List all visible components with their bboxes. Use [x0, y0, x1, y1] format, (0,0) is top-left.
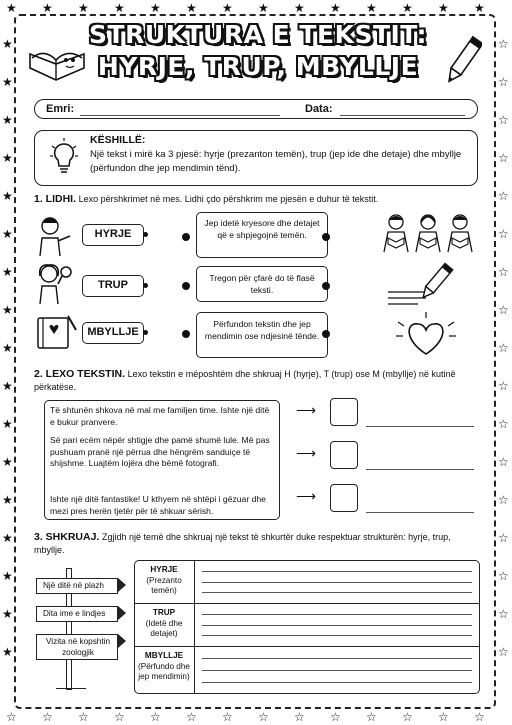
writing-line[interactable] [202, 635, 472, 636]
star-icon: ☆ [330, 710, 341, 724]
answer-box[interactable] [330, 398, 358, 426]
paragraph-2: Së pari ecëm nëpër shtigje dhe pamë shumë lule. Më pas pushuam pranë një përrua dhe hëngrëm sanduiçe të shijshme. Luajtëm lojëra dhe bëmë fotografi. [50, 435, 270, 468]
writing-line[interactable] [202, 614, 472, 615]
name-date-bar [34, 99, 478, 119]
star-icon: ☆ [366, 710, 377, 724]
star-icon: ★ [2, 303, 13, 317]
kids-reading-icon [380, 212, 476, 256]
star-icon: ☆ [294, 710, 305, 724]
row-hint: (Prezanto temën) [146, 575, 182, 595]
date-field[interactable] [340, 115, 465, 116]
topic-sign-3[interactable]: Vizita në kopshtin zoologjik [36, 634, 118, 660]
star-icon: ☆ [498, 303, 509, 317]
table-row-label-trup [136, 608, 192, 640]
row-hint: (Idetë dhe detajet) [145, 618, 183, 638]
paragraph-3: Ishte një ditë fantastike! U kthyem në shtëpi i gëzuar dhe mezi pres herën tjetër për të shkuar sërish. [50, 494, 266, 516]
star-icon: ★ [294, 1, 305, 15]
answer-line[interactable] [366, 512, 474, 513]
star-icon: ★ [402, 1, 413, 15]
star-icon: ★ [2, 645, 13, 659]
star-icon: ☆ [498, 379, 509, 393]
signpost-ground [56, 688, 86, 693]
date-label: Data: [305, 103, 333, 115]
star-icon: ☆ [438, 710, 449, 724]
row-label: TRUP [152, 608, 176, 617]
star-icon: ☆ [78, 710, 89, 724]
section3-heading [34, 531, 478, 557]
star-icon: ★ [2, 113, 13, 127]
star-icon: ☆ [6, 710, 17, 724]
lightbulb-icon [50, 138, 78, 178]
table-row-label-hyrje [136, 565, 192, 597]
star-icon: ★ [258, 1, 269, 15]
answer-box[interactable] [330, 484, 358, 512]
star-icon: ☆ [498, 113, 509, 127]
title-line-2: HYRJE, TRUP, MBYLLJE [97, 52, 419, 81]
writing-line[interactable] [202, 682, 472, 683]
star-icon: ☆ [42, 710, 53, 724]
star-icon: ☆ [402, 710, 413, 724]
title-line-1: STRUKTURA E TEKSTIT: [89, 20, 427, 49]
star-icon: ☆ [498, 37, 509, 51]
writing-line[interactable] [202, 658, 472, 659]
section2-instruction: Lexo tekstin e mëposhtëm dhe shkruaj H (hyrje), T (trup) ose M (mbyllje) në kutinë përkatëse. [34, 369, 456, 392]
star-icon: ★ [150, 1, 161, 15]
description-3: Përfundon tekstin dhe jep mendimin ose ndjesinë tënde. [196, 312, 328, 358]
star-icon: ★ [186, 1, 197, 15]
match-dot[interactable] [322, 233, 330, 241]
name-field[interactable] [80, 115, 280, 116]
section3-instruction: Zgjidh një temë dhe shkruaj një tekst të shkurtër duke respektuar strukturën: hyrje, trup, mbyllje. [34, 532, 451, 555]
star-icon: ☆ [114, 710, 125, 724]
answer-line[interactable] [366, 469, 474, 470]
star-icon: ☆ [498, 151, 509, 165]
part-hyrje[interactable]: HYRJE [82, 224, 144, 246]
star-icon: ☆ [258, 710, 269, 724]
section1-instruction: Lexo përshkrimet në mes. Lidhi çdo përshkrim me pjesën e duhur të tekstit. [78, 194, 379, 204]
name-label: Emri: [46, 103, 75, 115]
star-icon: ★ [78, 1, 89, 15]
row-label: MBYLLJE [144, 651, 184, 660]
tip-heading: KËSHILLË: [90, 134, 146, 146]
star-icon: ☆ [222, 710, 233, 724]
star-icon: ★ [2, 607, 13, 621]
star-icon: ☆ [498, 455, 509, 469]
star-icon: ★ [222, 1, 233, 15]
star-icon: ☆ [498, 227, 509, 241]
arrow-right-icon: ⟶ [296, 445, 317, 461]
tip-text: Një tekst i mirë ka 3 pjesë: hyrje (prezanton temën), trup (jep ide dhe detaje) dhe mbyllje (përfundon dhe jep mendimin tënd). [90, 149, 462, 174]
star-icon: ★ [474, 1, 485, 15]
star-icon: ☆ [498, 417, 509, 431]
description-2: Tregon për çfarë do të flasë teksti. [196, 266, 328, 302]
star-icon: ★ [2, 493, 13, 507]
star-icon: ★ [2, 569, 13, 583]
writing-line[interactable] [202, 571, 472, 572]
arrow-right-icon: ⟶ [296, 488, 317, 504]
book-icon [26, 40, 88, 90]
topic-sign-2[interactable]: Dita ime e lindjes [36, 606, 118, 622]
star-icon: ★ [2, 417, 13, 431]
arrow-right-icon: ⟶ [296, 402, 317, 418]
match-dot[interactable] [322, 330, 330, 338]
star-icon: ☆ [498, 265, 509, 279]
writing-line[interactable] [202, 592, 472, 593]
star-icon: ☆ [498, 569, 509, 583]
star-icon: ★ [2, 455, 13, 469]
star-icon: ★ [2, 265, 13, 279]
star-icon: ☆ [474, 710, 485, 724]
description-1: Jep idetë kryesore dhe detajet që e shpjegojnë temën. [196, 212, 328, 258]
paragraph-1: Të shtunën shkova në mal me familjen time. Ishte një ditë e bukur pranvere. [50, 405, 270, 427]
star-icon: ★ [6, 1, 17, 15]
part-trup[interactable]: TRUP [82, 275, 144, 297]
match-dot[interactable] [182, 282, 190, 290]
star-icon: ★ [366, 1, 377, 15]
star-icon: ☆ [498, 645, 509, 659]
row-hint: (Përfundo dhe jep mendimin) [138, 661, 190, 681]
match-dot[interactable] [182, 233, 190, 241]
row-label: HYRJE [150, 565, 178, 574]
writing-line[interactable] [202, 670, 472, 671]
table-divider [194, 560, 195, 694]
star-icon: ☆ [498, 341, 509, 355]
answer-box[interactable] [330, 441, 358, 469]
star-icon: ★ [438, 1, 449, 15]
answer-line[interactable] [366, 426, 474, 427]
match-dot[interactable] [182, 330, 190, 338]
table-row-label-mbyllje [136, 651, 192, 683]
topic-sign-1[interactable]: Një ditë në plazh [36, 578, 118, 594]
match-dot[interactable] [322, 282, 330, 290]
section3-number: 3. SHKRUAJ. [34, 531, 100, 543]
part-mbyllje[interactable]: MBYLLJE [82, 322, 144, 344]
star-icon: ★ [114, 1, 125, 15]
star-icon: ★ [42, 1, 53, 15]
star-icon: ☆ [498, 493, 509, 507]
star-icon: ☆ [498, 607, 509, 621]
section2-number: 2. LEXO TEKSTIN. [34, 368, 126, 380]
table-row-divider [134, 646, 480, 647]
star-icon: ☆ [498, 189, 509, 203]
star-icon: ★ [2, 379, 13, 393]
heart-icon [394, 312, 458, 360]
star-icon: ★ [2, 75, 13, 89]
star-icon: ★ [2, 531, 13, 545]
boy-pointing-icon [34, 214, 74, 260]
star-icon: ★ [2, 189, 13, 203]
star-icon: ★ [2, 227, 13, 241]
section1-number: 1. LIDHI. [34, 193, 77, 205]
girl-magnifier-icon [34, 262, 74, 308]
star-icon: ☆ [186, 710, 197, 724]
section2-heading [34, 368, 478, 394]
writing-line[interactable] [202, 625, 472, 626]
star-icon: ☆ [498, 75, 509, 89]
star-icon: ★ [330, 1, 341, 15]
writing-pencil-icon [388, 262, 458, 306]
table-row-divider [134, 603, 480, 604]
section1-heading [34, 193, 478, 206]
pencil-icon [446, 32, 482, 88]
notebook-pen-icon [34, 312, 78, 352]
star-icon: ☆ [150, 710, 161, 724]
star-icon: ★ [2, 151, 13, 165]
writing-line[interactable] [202, 582, 472, 583]
star-icon: ☆ [498, 531, 509, 545]
star-icon: ★ [2, 341, 13, 355]
star-icon: ★ [2, 37, 13, 51]
